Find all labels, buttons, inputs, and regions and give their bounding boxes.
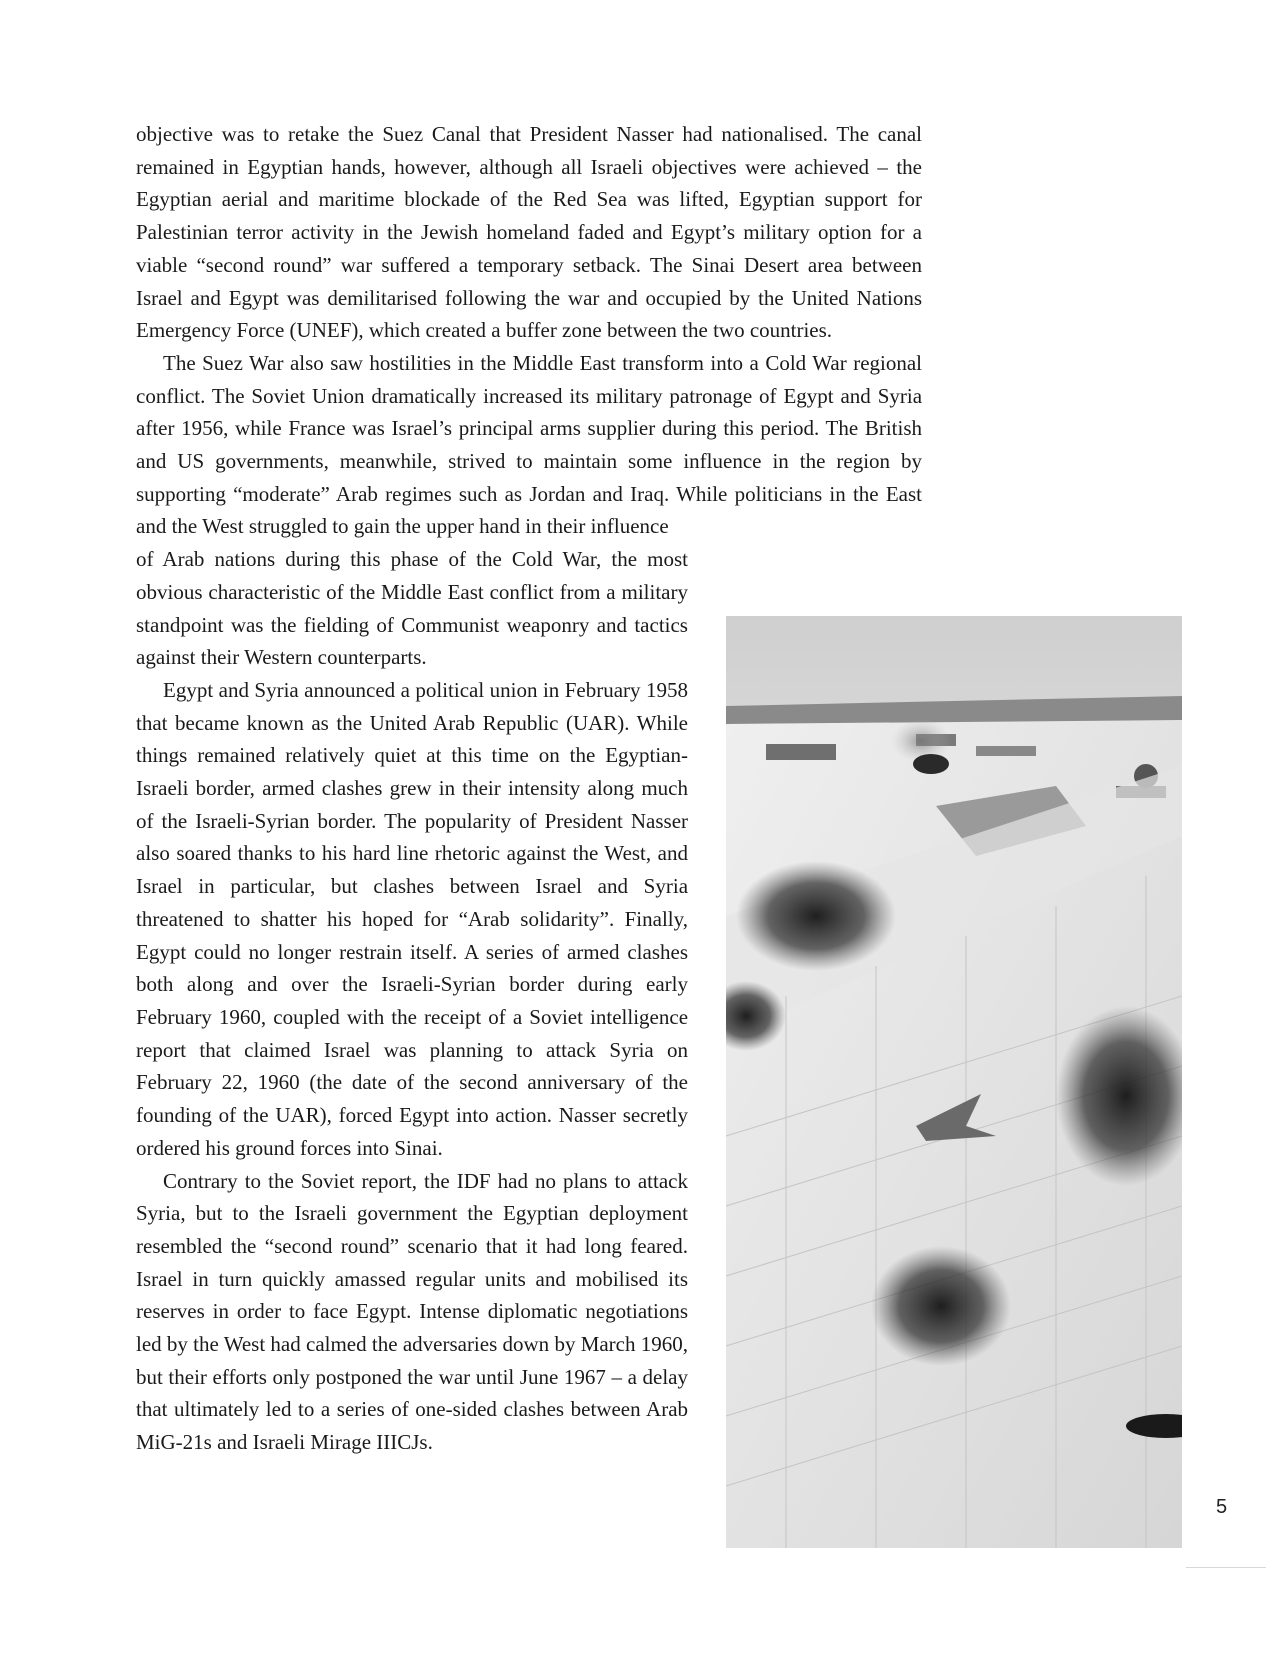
- text-line: in the region by supporting “moderate” Arab regimes such as Jordan and Iraq. While: [136, 449, 923, 506]
- text-line: The Suez War also saw hostilities in the Middle East transform into a Cold War: [163, 350, 847, 375]
- text-line: Egypt’s military option for a viable “second round” war suffered a temporary setback.: [136, 220, 922, 277]
- text-line: 1958 that became known as the United Arab Republic: [136, 677, 689, 735]
- text-line: and mobilised its reserves in order to face Egypt. Intense: [136, 1266, 689, 1324]
- text-line: restrain itself. A series of armed clashes both along and: [136, 939, 688, 997]
- text-line: military standpoint was the fielding of Communist weaponry: [136, 579, 688, 637]
- page-number: 5: [1216, 1496, 1228, 1518]
- paragraph-cold-war: [136, 347, 922, 543]
- paragraph-1960-crisis: [136, 1165, 688, 1459]
- paragraph-suez-outcome: [136, 118, 922, 347]
- text-line: postponed the war until June 1967 – a delay that ultimately: [136, 1364, 689, 1422]
- text-line: Contrary to the Soviet report, the IDF had no plans to: [163, 1168, 631, 1193]
- text-line: The Sinai Desert area between Israel and Egypt was demilitarised following the war: [136, 252, 922, 310]
- text-line: adversaries down by March 1960, but their efforts only: [136, 1332, 689, 1389]
- hangar-building: [766, 744, 836, 760]
- paragraph-uar: [136, 674, 688, 1165]
- text-line: The canal remained in Egyptian hands, however, although all Israeli objectives were: [136, 122, 923, 179]
- text-line: objective was to retake the Suez Canal that President Nasser had nationalised.: [136, 122, 829, 146]
- text-line: politicians in the East and the West struggled to gain the upper hand in their influence: [136, 481, 923, 539]
- text-line: Egypt and Syria announced a political union in February: [163, 677, 641, 702]
- scorched-wreck: [871, 1246, 1011, 1366]
- text-line: his ground forces into Sinai.: [205, 1135, 443, 1160]
- text-line: period. The British and US governments, meanwhile, strived to maintain some influence: [136, 416, 923, 474]
- text-line: of Arab nations during this phase of the Cold War, the most: [136, 547, 688, 572]
- text-line: the UAR), forced Egypt into action. Nasser secretly ordered: [136, 1103, 689, 1160]
- text-line: and Israeli Mirage IIICJs.: [217, 1430, 433, 1455]
- text-line: hoped for “Arab solidarity”. Finally, Egypt could no longer: [136, 906, 688, 964]
- scorched-wreck: [736, 861, 896, 971]
- text-line: 1960 (the date of the second anniversary of the founding of: [136, 1070, 689, 1128]
- text-line: line rhetoric against the West, and Israel in particular, but: [136, 841, 688, 899]
- page-number-rule: [1186, 1567, 1266, 1568]
- text-line: achieved – the Egyptian aerial and maritime blockade of the Red Sea was lifted,: [136, 154, 922, 212]
- text-line: clashes between Israel and Syria threatened to shatter his: [136, 874, 689, 931]
- text-line: obvious characteristic of the Middle East conflict from a: [136, 579, 616, 604]
- burning-building: [913, 754, 949, 774]
- text-line: intensity along much of the Israeli-Syrian border. The: [136, 776, 688, 833]
- text-line: on the Egyptian-Israeli border, armed clashes grew in their: [136, 743, 688, 801]
- text-line: and tactics against their Western counterparts.: [136, 612, 688, 670]
- hangar-building: [976, 746, 1036, 756]
- text-line: attack Syria, but to the Israeli government the Egyptian: [136, 1168, 688, 1226]
- aerial-photo-bombed-airfield: [726, 616, 1182, 1548]
- text-line: over the Israeli-Syrian border during early February 1960,: [136, 972, 688, 1029]
- text-line: Egyptian support for Palestinian terror activity in the Jewish homeland faded and: [136, 187, 923, 245]
- text-line: had long feared. Israel in turn quickly amassed regular units: [136, 1233, 688, 1291]
- text-line: diplomatic negotiations led by the West had calmed the: [136, 1299, 688, 1357]
- text-line: Egypt and Syria after 1956, while France was Israel’s principal arms supplier during this: [136, 383, 923, 441]
- text-line: deployment resembled the “second round” scenario that it: [136, 1201, 688, 1258]
- text-line: claimed Israel was planning to attack Syria on February 22,: [136, 1037, 688, 1095]
- airfield-photo-image: [726, 616, 1182, 1548]
- text-line: (UAR). While things remained relatively quiet at this time: [136, 710, 688, 768]
- text-line: coupled with the receipt of a Soviet intelligence report that: [136, 1004, 689, 1062]
- text-line: popularity of President Nasser also soared thanks to his hard: [136, 808, 689, 866]
- text-line: led to a series of one-sided clashes between Arab MiG-21s: [136, 1397, 689, 1455]
- text-line: regional conflict. The Soviet Union dramatically increased its military patronage of: [136, 350, 923, 408]
- text-line: buffer zone between the two countries.: [505, 318, 833, 343]
- text-line: and occupied by the United Nations Emergency Force (UNEF), which created a: [136, 285, 922, 343]
- paragraph-cold-war-continued: [136, 543, 688, 674]
